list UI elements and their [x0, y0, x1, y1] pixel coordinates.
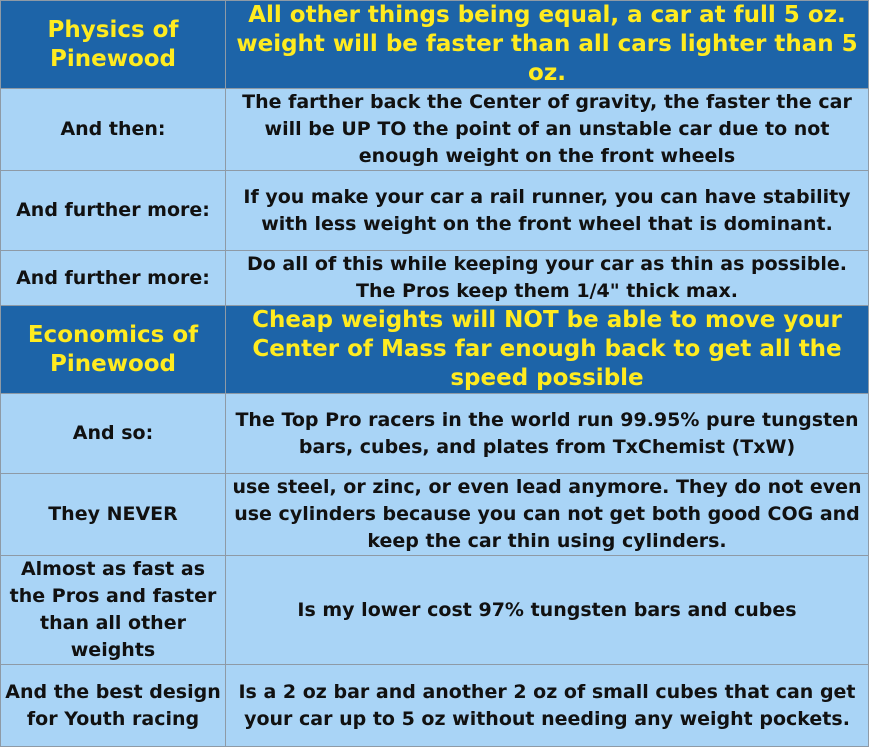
row-label-cell: And further more:	[1, 251, 226, 306]
section-title-cell: Physics of Pinewood	[1, 1, 226, 89]
row-content-cell: Is my lower cost 97% tungsten bars and cubes	[226, 556, 869, 665]
row-content-cell: The Top Pro racers in the world run 99.95% pure tungsten bars, cubes, and plates from TxChemist (TxW)	[226, 394, 869, 474]
section-header-row	[1, 1, 869, 89]
row-label-cell: And so:	[1, 394, 226, 474]
row-content-cell: The farther back the Center of gravity, the faster the car will be UP TO the point of an unstable car due to not enough weight on the front wheels	[226, 89, 869, 171]
row-label-cell: And the best design for Youth racing	[1, 665, 226, 747]
table-row	[1, 89, 869, 171]
section-header-row	[1, 306, 869, 394]
row-content-cell: If you make your car a rail runner, you can have stability with less weight on the front wheel that is dominant.	[226, 171, 869, 251]
section-statement-cell: Cheap weights will NOT be able to move your Center of Mass far enough back to get all the speed possible	[226, 306, 869, 394]
table-row	[1, 556, 869, 665]
table-row	[1, 394, 869, 474]
table-row	[1, 474, 869, 556]
row-label-cell: And then:	[1, 89, 226, 171]
row-label-cell: Almost as fast as the Pros and faster than all other weights	[1, 556, 226, 665]
row-label-cell: And further more:	[1, 171, 226, 251]
table-row	[1, 251, 869, 306]
row-content-cell: Is a 2 oz bar and another 2 oz of small cubes that can get your car up to 5 oz without needing any weight pockets.	[226, 665, 869, 747]
table-row	[1, 171, 869, 251]
section-statement-cell: All other things being equal, a car at full 5 oz. weight will be faster than all cars lighter than 5 oz.	[226, 1, 869, 89]
row-label-cell: They NEVER	[1, 474, 226, 556]
table-row	[1, 665, 869, 747]
row-content-cell: use steel, or zinc, or even lead anymore. They do not even use cylinders because you can not get both good COG and keep the car thin using cylinders.	[226, 474, 869, 556]
row-content-cell: Do all of this while keeping your car as thin as possible. The Pros keep them 1/4" thick max.	[226, 251, 869, 306]
section-title-cell: Economics of Pinewood	[1, 306, 226, 394]
